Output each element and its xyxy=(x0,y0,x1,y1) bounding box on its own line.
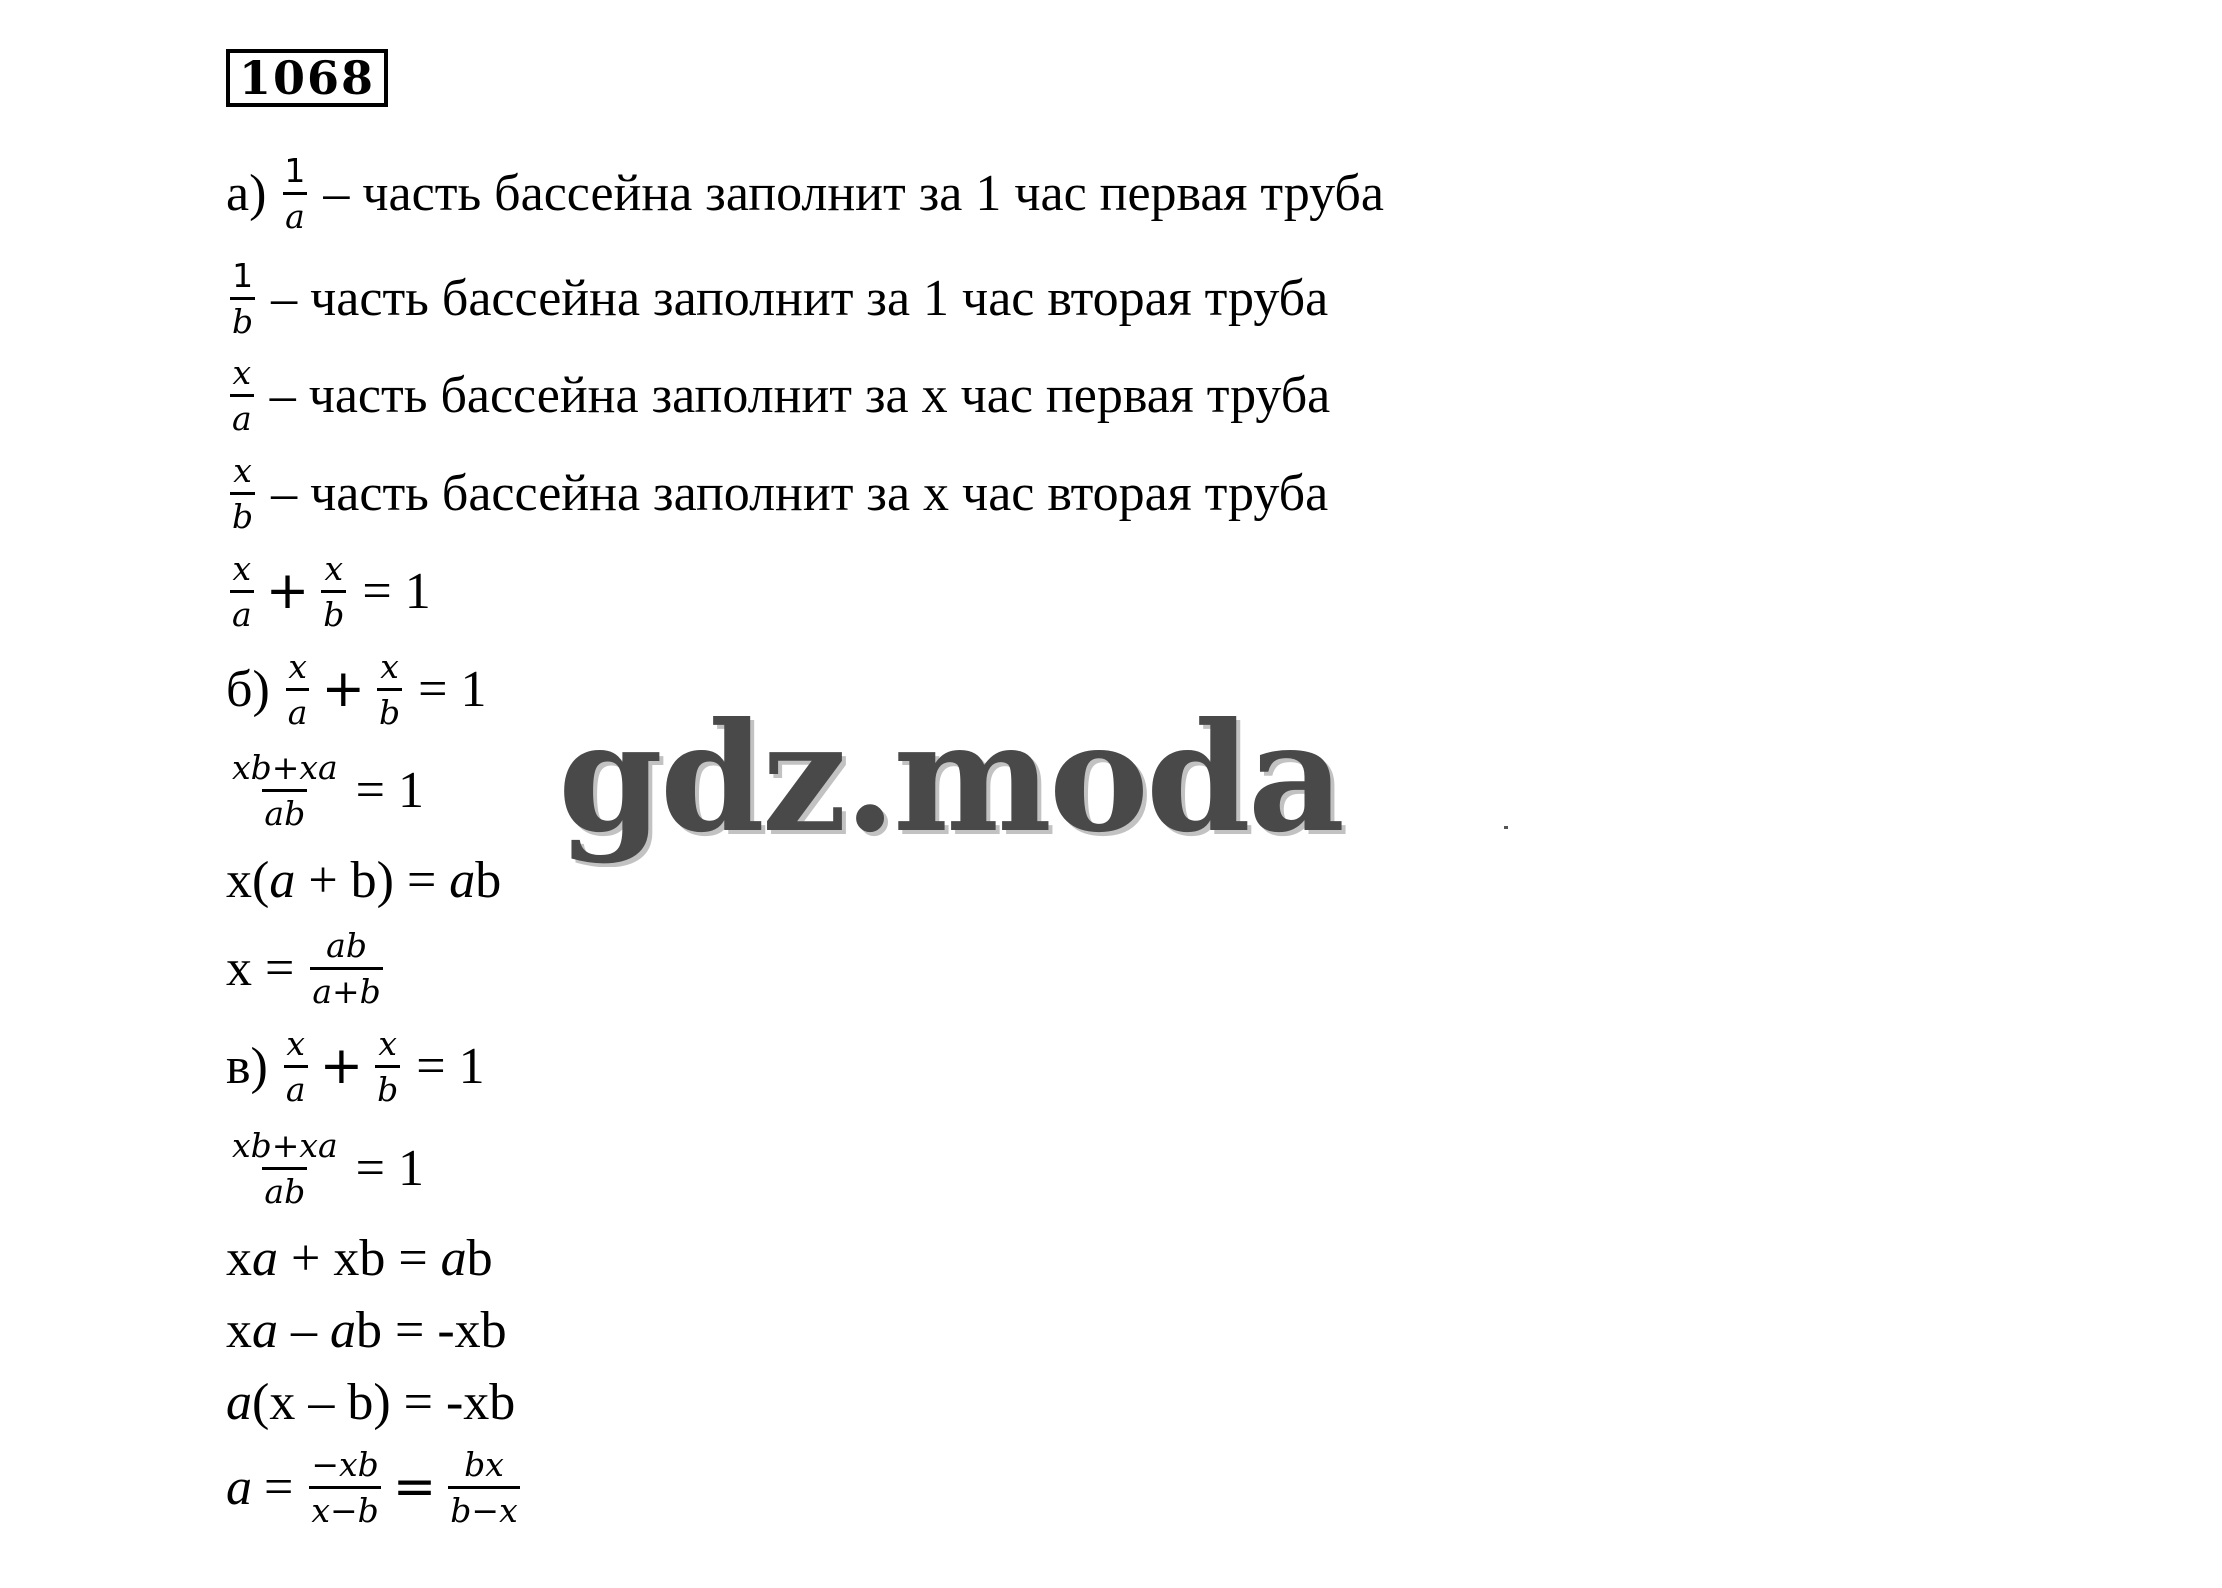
part-v-solution: a = $\frac{-xb}{x-b}$ = $\frac{bx}{b-x}$ xyxy=(226,1444,518,1530)
fraction-minus-xb-over-x-minus-b: $\frac{-xb}{x-b}$ xyxy=(311,1444,379,1530)
fraction-x-over-a: $\frac{x}{a}$ xyxy=(232,548,252,634)
fraction-1-over-a: $\frac{1}{a}$ xyxy=(284,150,306,236)
part-b-label: б) xyxy=(226,660,270,718)
part-b-factored: x( a + b) = a b xyxy=(226,851,502,909)
part-a-label: а) xyxy=(226,164,267,222)
fraction-bx-over-b-minus-x: $\frac{bx}{b-x}$ xyxy=(450,1444,518,1530)
part-v-step-1: x a + xb = a b xyxy=(226,1229,493,1287)
part-a-equation: $\frac{x}{a}$ + $\frac{x}{b}$ = 1 xyxy=(232,548,431,634)
fraction-ab-over-a-plus-b: $\frac{ab}{a+b}$ xyxy=(312,925,381,1011)
part-v-label: в) xyxy=(226,1037,268,1095)
fraction-x-over-b: $\frac{x}{b}$ xyxy=(323,548,345,634)
fraction-combined: $\frac{xb+xa}{ab}$ xyxy=(232,747,338,833)
part-a-line-4-text: – часть бассейна заполнит за x час вторая труба xyxy=(271,464,1329,522)
part-v-equation: в) $\frac{x}{a}$ + $\frac{x}{b}$ = 1 xyxy=(226,1023,485,1109)
part-a-line-3 xyxy=(226,352,1331,438)
part-v-combined: $\frac{xb+xa}{ab}$ = 1 xyxy=(232,1125,424,1211)
part-v-step-3: a (x – b) = -xb xyxy=(226,1373,516,1431)
part-b-equation: б) $\frac{x}{a}$ + $\frac{x}{b}$ = 1 xyxy=(226,646,487,732)
fraction-1-over-b: $\frac{1}{b}$ xyxy=(232,255,254,341)
watermark-logo: gdz.moda xyxy=(558,690,1343,866)
part-a-line-3-text: – часть бассейна заполнит за x час первая труба xyxy=(269,366,1331,424)
part-a-line-4 xyxy=(226,450,1329,536)
fraction-combined: $\frac{xb+xa}{ab}$ xyxy=(232,1125,338,1211)
stray-mark xyxy=(1504,826,1508,829)
fraction-x-over-a: $\frac{x}{a}$ xyxy=(285,1023,306,1109)
fraction-x-over-b: $\frac{x}{b}$ xyxy=(232,450,254,536)
fraction-x-over-a: $\frac{x}{a}$ xyxy=(287,646,308,732)
part-a-line-2-text: – часть бассейна заполнит за 1 час вторая труба xyxy=(271,269,1329,327)
part-a-line-1 xyxy=(226,150,1384,236)
part-a-line-1-text: – часть бассейна заполнит за 1 час первая труба xyxy=(323,164,1384,222)
part-v-step-2: x a – a b = -xb xyxy=(226,1301,507,1359)
fraction-x-over-a: $\frac{x}{a}$ xyxy=(232,352,252,438)
fraction-x-over-b: $\frac{x}{b}$ xyxy=(377,1023,399,1109)
task-number-box: 1068 xyxy=(226,49,388,107)
part-a-line-2 xyxy=(226,255,1329,341)
part-b-solution: x = $\frac{ab}{a+b}$ xyxy=(226,925,381,1011)
fraction-x-over-b: $\frac{x}{b}$ xyxy=(379,646,401,732)
part-b-combined: $\frac{xb+xa}{ab}$ = 1 xyxy=(232,747,424,833)
